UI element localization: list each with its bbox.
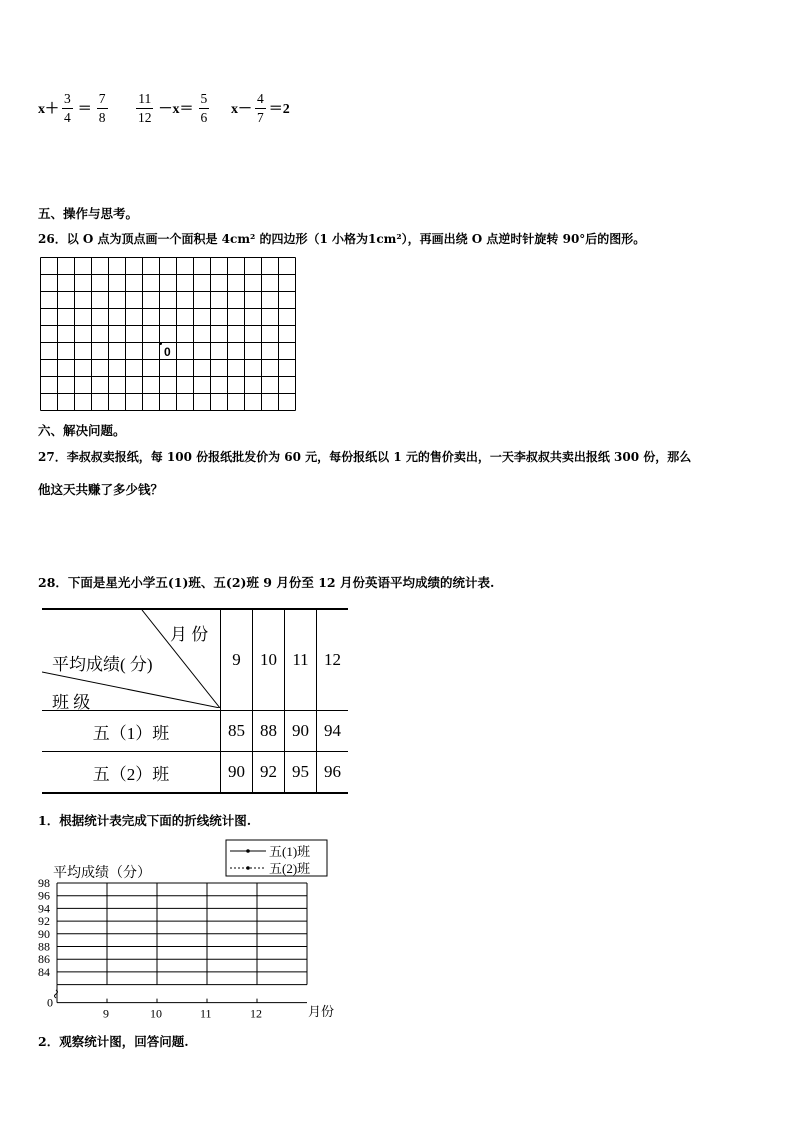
score-cell: 92: [253, 752, 285, 793]
score-cell: 88: [253, 711, 285, 752]
month-header: 10: [253, 610, 285, 711]
question-26: 26．以 O 点为顶点画一个面积是 4cm² 的四边形（1 小格为1cm²），再画出绕 O 点逆时针旋转 90°后的图形。: [38, 232, 646, 246]
stats-table-wrap: [42, 608, 348, 794]
y-tick-label: 88: [38, 939, 50, 954]
eq3-lhs: x－: [231, 102, 252, 117]
equation-2: [133, 88, 212, 128]
x-tick-label: 11: [200, 1006, 212, 1021]
header-month: 月 份: [170, 625, 209, 644]
section-5-heading: 五、操作与思考。: [38, 206, 139, 221]
header-class: 班 级: [52, 693, 91, 712]
eq1-fraction: $\frac{3}{4}$: [64, 90, 71, 125]
question-27-line2: 他这天共赚了多少钱？: [38, 482, 164, 497]
y-tick-label: 86: [38, 952, 50, 967]
score-cell: 96: [317, 752, 349, 793]
table-header-diagonal: [42, 610, 221, 711]
score-cell: 94: [317, 711, 349, 752]
table-row: [42, 711, 348, 752]
y-tick-label: 90: [38, 926, 50, 941]
chart-ylabel: 平均成绩（分）: [53, 866, 151, 881]
eq1-lhs: x＋: [38, 102, 59, 117]
y-tick-label: 94: [38, 901, 50, 916]
eq3-rhs: ＝2: [268, 102, 290, 117]
month-header: 9: [221, 610, 253, 711]
origin-label: 0: [164, 345, 171, 359]
question-28: 28．下面是星光小学五(1)班、五(2)班 9 月份至 12 月份英语平均成绩的统计表.: [38, 575, 495, 590]
question-27-line1: 27．李叔叔卖报纸，每 100 份报纸批发价为 60 元，每份报纸以 1 元的售价卖出，一天李叔叔共卖出报纸 300 份，那么: [38, 450, 692, 464]
sub-question-2: 2．观察统计图，回答问题.: [38, 1034, 189, 1049]
class-name: 五（2）班: [42, 752, 221, 793]
x-tick-label: 9: [103, 1006, 109, 1021]
score-cell: 90: [285, 711, 317, 752]
eq2-fraction: $\frac{11}{12}$: [138, 90, 152, 125]
stats-table: [42, 610, 348, 792]
section-6-heading: 六、解决问题。: [38, 423, 126, 438]
equation-1: [38, 88, 111, 128]
legend-marker-class1: [246, 849, 250, 853]
score-cell: 95: [285, 752, 317, 793]
y-tick-label: 84: [38, 964, 50, 979]
eq2-fraction-rhs: $\frac{5}{6}$: [200, 90, 208, 125]
y-tick-label: 98: [38, 876, 50, 890]
score-cell: 85: [221, 711, 253, 752]
table-row: [42, 752, 348, 793]
month-header: 12: [317, 610, 349, 711]
x-tick-label: 10: [150, 1006, 162, 1021]
y-tick-label: 96: [38, 888, 50, 903]
y-tick-label: 0: [47, 995, 53, 1010]
y-tick-label: 92: [38, 914, 50, 929]
month-header: 11: [285, 610, 317, 711]
class-name: 五（1）班: [42, 711, 221, 752]
eq1-equals: ＝: [77, 102, 92, 117]
score-cell: 90: [221, 752, 253, 793]
chart-xlabel: 月份: [308, 1004, 335, 1019]
eq1-fraction-rhs: $\frac{7}{8}$: [98, 90, 106, 125]
line-chart[interactable]: [30, 838, 350, 1023]
legend-marker-class2: [246, 866, 250, 870]
x-tick-label: 12: [250, 1006, 262, 1021]
eq3-fraction: $\frac{4}{7}$: [257, 90, 264, 125]
sub-question-1: 1．根据统计表完成下面的折线统计图.: [38, 813, 252, 828]
header-score: 平均成绩( 分): [52, 655, 153, 674]
origin-point: [159, 342, 162, 345]
eq2-op: －x＝: [158, 102, 194, 117]
drawing-grid[interactable]: [40, 257, 300, 413]
legend-label-class1: 五(1)班: [269, 844, 311, 859]
legend-label-class2: 五(2)班: [269, 861, 311, 876]
equation-3: [231, 88, 290, 128]
